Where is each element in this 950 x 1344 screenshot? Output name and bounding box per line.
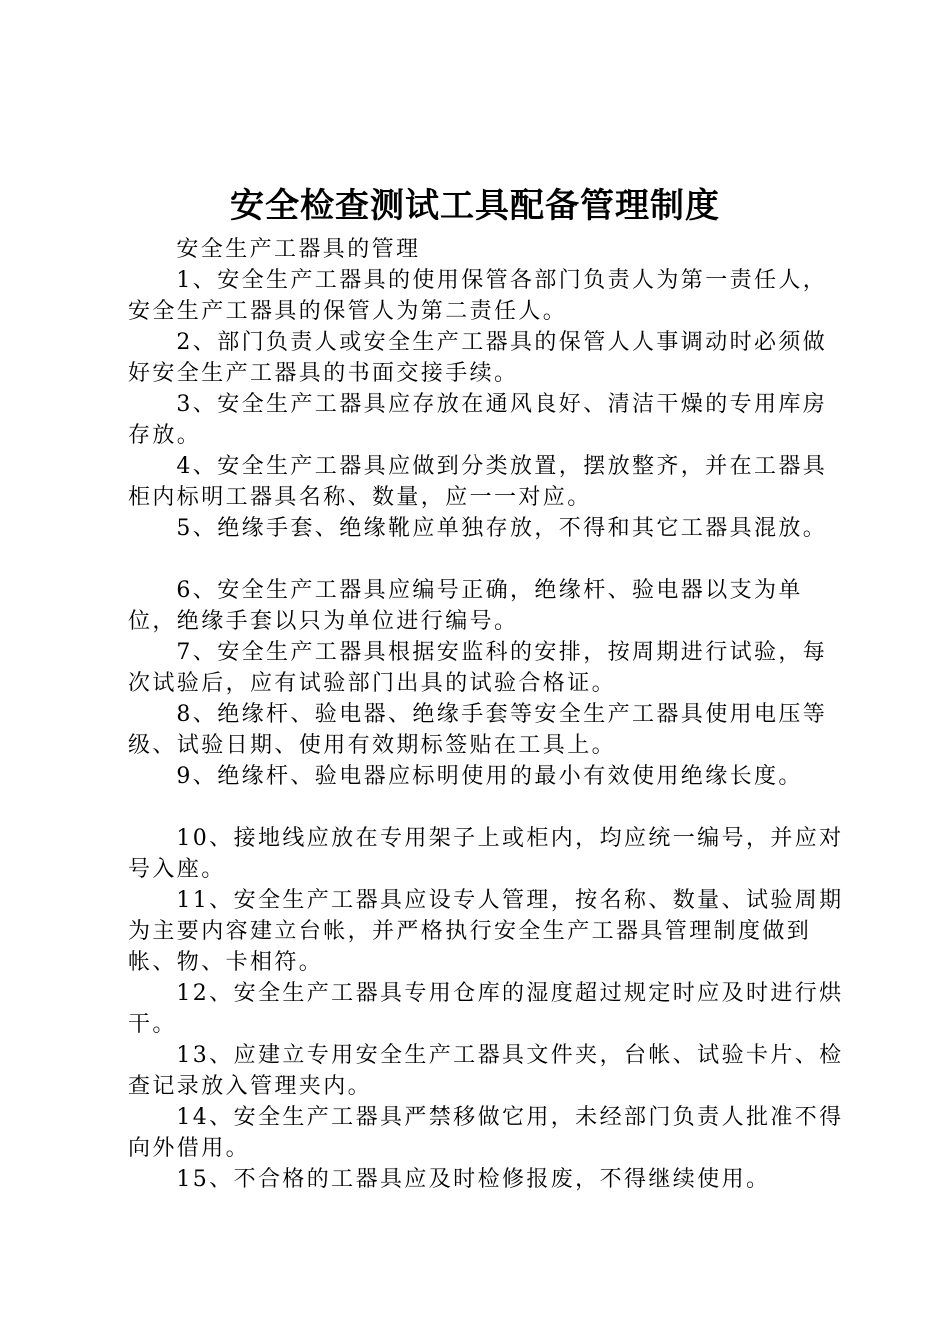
rule-item-12: 12、安全生产工器具专用仓库的湿度超过规定时应及时进行烘干。 <box>128 981 844 1037</box>
rule-item-6: 6、安全生产工器具应编号正确，绝缘杆、验电器以支为单位，绝缘手套以只为单位进行编号。 <box>128 578 803 634</box>
rule-item-11: 11、安全生产工器具应设专人管理，按名称、数量、试验周期为主要内容建立台帐，并严格执行安全生产工器具管理制度做到帐、物、卡相符。 <box>128 888 844 975</box>
rule-item-3: 3、安全生产工器具应存放在通风良好、清洁干燥的专用库房存放。 <box>128 392 828 448</box>
rule-item-9: 9、绝缘杆、验电器应标明使用的最小有效使用绝缘长度。 <box>176 764 803 789</box>
rule-item-14: 14、安全生产工器具严禁移做它用，未经部门负责人批准不得向外借用。 <box>128 1105 844 1161</box>
document-body <box>128 234 848 1195</box>
rule-item-7: 7、安全生产工器具根据安监科的安排，按周期进行试验，每次试验后，应有试验部门出具的试验合格证。 <box>128 640 828 696</box>
rule-item-1: 1、安全生产工器具的使用保管各部门负责人为第一责任人，安全生产工器具的保管人为第二责任人。 <box>128 268 828 324</box>
rule-item-5: 5、绝缘手套、绝缘靴应单独存放，不得和其它工器具混放。 <box>176 516 828 541</box>
rule-item-8: 8、绝缘杆、验电器、绝缘手套等安全生产工器具使用电压等级、试验日期、使用有效期标签贴在工具上。 <box>128 702 828 758</box>
rule-item-10: 10、接地线应放在专用架子上或柜内，均应统一编号，并应对号入座。 <box>128 826 844 882</box>
section-heading: 安全生产工器具的管理 <box>176 237 421 262</box>
rule-item-15: 15、不合格的工器具应及时检修报废，不得继续使用。 <box>176 1167 771 1192</box>
rule-item-4: 4、安全生产工器具应做到分类放置，摆放整齐，并在工器具柜内标明工器具名称、数量，应一一对应。 <box>128 454 828 510</box>
document-title: 安全检查测试工具配备管理制度 <box>230 186 720 226</box>
rule-item-2: 2、部门负责人或安全生产工器具的保管人人事调动时必须做好安全生产工器具的书面交接手续。 <box>128 330 828 386</box>
rule-item-13: 13、应建立专用安全生产工器具文件夹，台帐、试验卡片、检查记录放入管理夹内。 <box>128 1043 844 1099</box>
